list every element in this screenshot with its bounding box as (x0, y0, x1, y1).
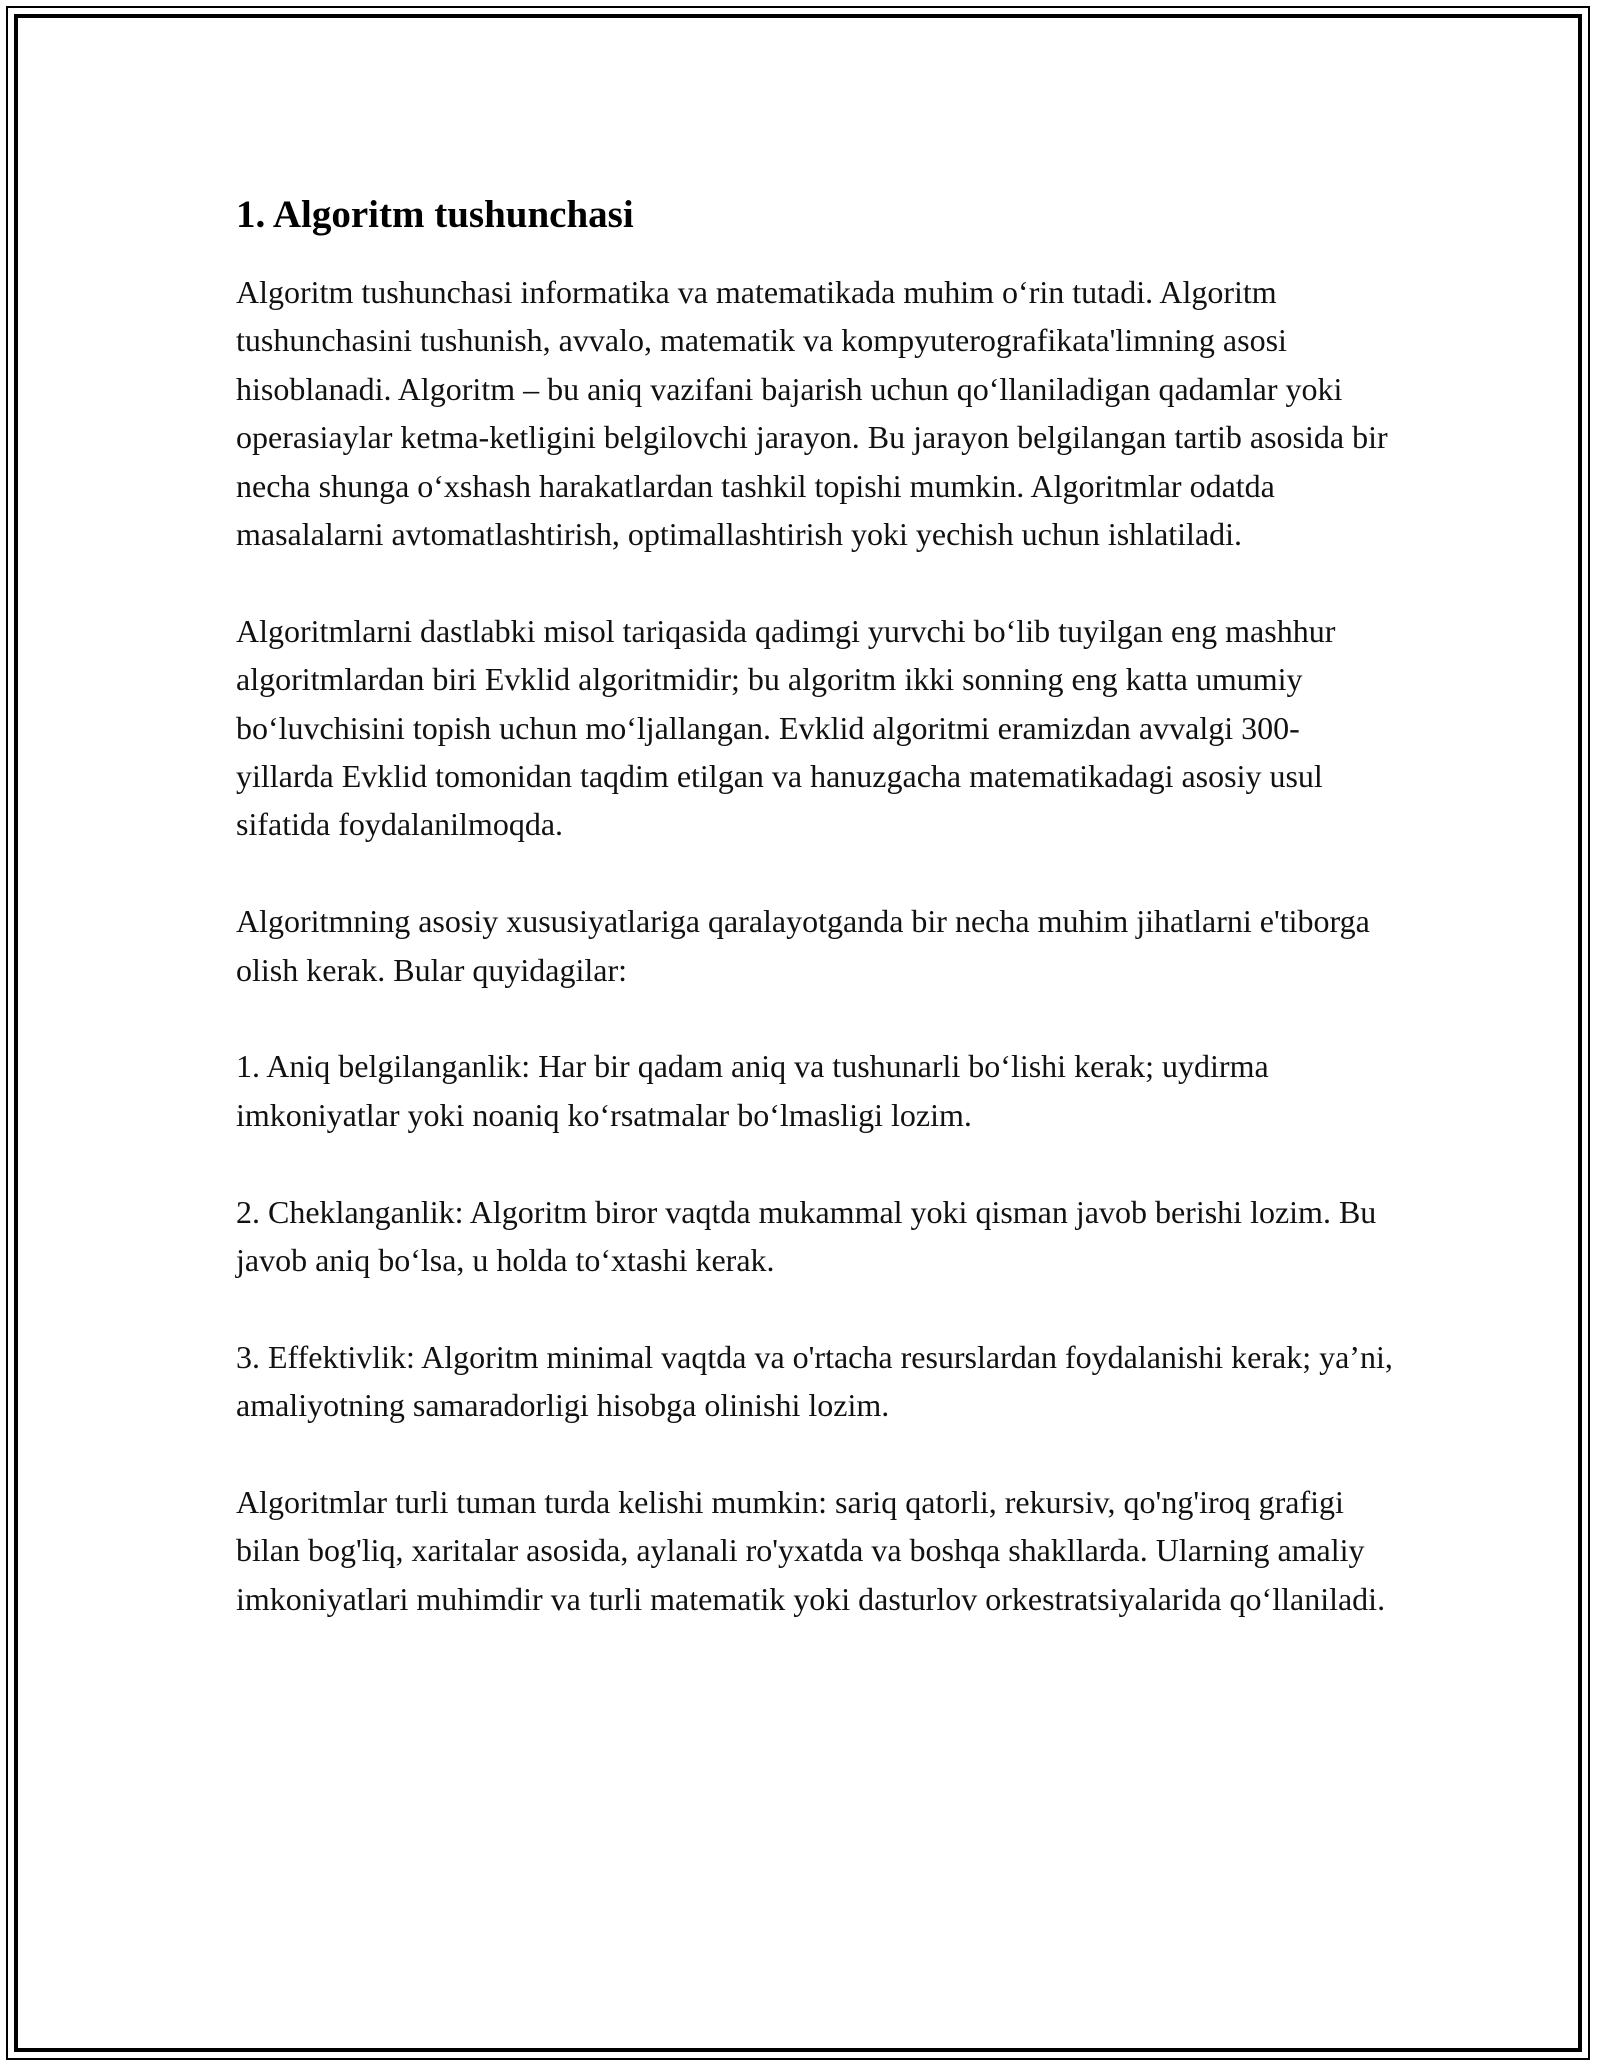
paragraph-euclid: Algoritmlarni dastlabki misol tariqasida qadimgi yurvchi bo‘lib tuyilgan eng mashhur algoritmlardan biri Evklid algoritmidir; bu algoritm ikki sonning eng katta umumiy bo‘luvchisini topish uchun mo‘ljallangan. Evklid algoritmi eramizdan avvalgi 300-yillarda Evklid tomonidan taqdim etilgan va hanuzgacha matematikadagi asosiy usul sifatida foydalanilmoqda. (236, 612, 1336, 843)
paragraph-properties-intro: Algoritmning asosiy xususiyatlariga qaralayotganda bir necha muhim jihatlarni e'tiborga olish kerak. Bular quyidagilar: (236, 903, 1370, 988)
section-heading: 1. Algoritm tushunchasi (236, 193, 634, 236)
paragraph-intro: Algoritm tushunchasi informatika va matematikada muhim o‘rin tutadi. Algoritm tushunchasini tushunish, avvalo, matematik va kompyuterografikata'limning asosi hisoblanadi. Algoritm – bu aniq vazifani bajarish uchun qo‘llaniladigan qadamlar yoki operasiaylar ketma-ketligini belgilovchi jarayon. Bu jarayon belgilangan tartib asosida bir necha shunga o‘xshash harakatlardan tashkil topishi mumkin. Algoritmlar odatda masalalarni avtomatlashtirish, optimallashtirish yoki yechish uchun ishlatiladi. (236, 274, 1388, 553)
list-item-definiteness: 1. Aniq belgilanganlik: Har bir qadam aniq va tushunarli bo‘lishi kerak; uydirma imkoniyatlar yoki noaniq ko‘rsatmalar bo‘lmasligi lozim. (236, 1048, 1269, 1133)
document-body (236, 186, 1396, 1623)
paragraph-types: Algoritmlar turli tuman turda kelishi mumkin: sariq qatorli, rekursiv, qo'ng'iroq grafigi bilan bog'liq, xaritalar asosida, aylanali ro'yxatda va boshqa shakllarda. Ularning amaliy imkoniyatlari muhimdir va turli matematik yoki dasturlov orkestratsiyalarida qo‘llaniladi. (236, 1484, 1386, 1617)
list-item-effectiveness: 3. Effektivlik: Algoritm minimal vaqtda va o'rtacha resurslardan foydalanishi kerak; ya’ni, amaliyotning samaradorligi hisobga olinishi lozim. (236, 1338, 1393, 1424)
list-item-finiteness: 2. Cheklanganlik: Algoritm biror vaqtda mukammal yoki qisman javob berishi lozim. Bu javob aniq bo‘lsa, u holda to‘xtashi kerak. (236, 1193, 1377, 1279)
